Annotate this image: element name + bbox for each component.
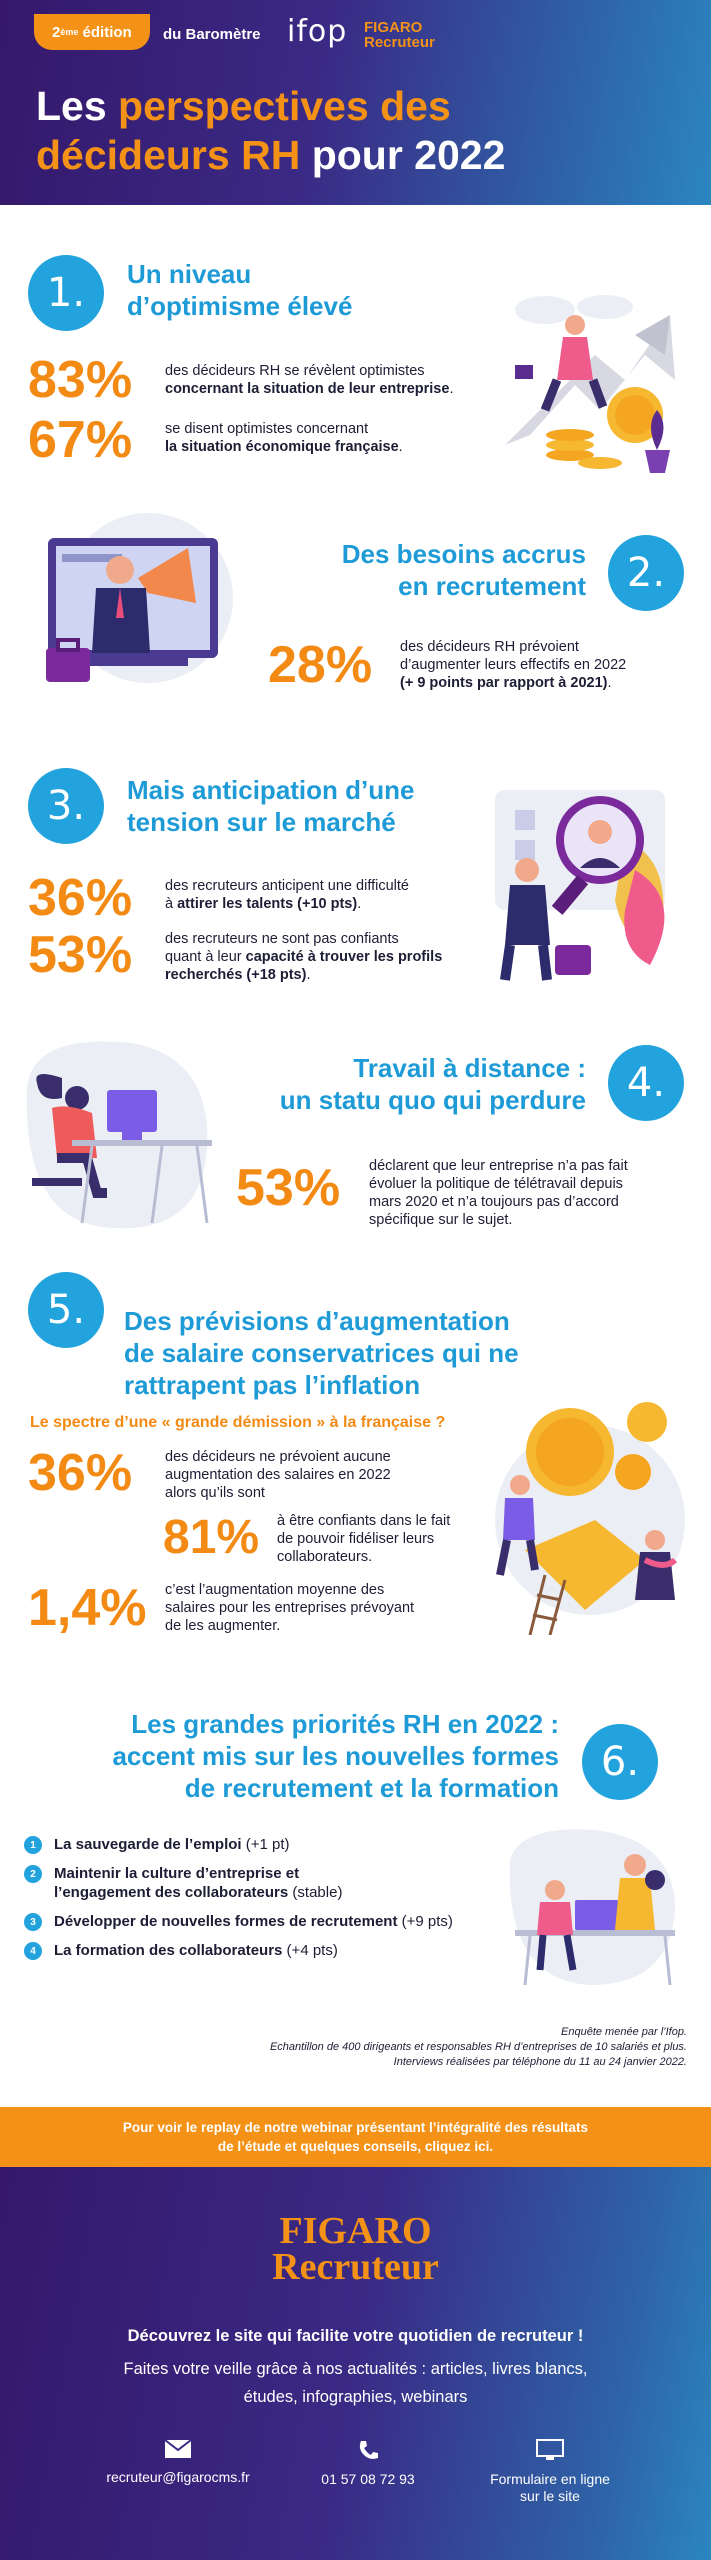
stat-description: [400, 638, 690, 692]
webinar-replay-link[interactable]: [0, 2107, 711, 2167]
form-text: Formulaire en ligne: [490, 2471, 610, 2487]
edition-word: édition: [78, 23, 132, 41]
section-6-number: 6.: [582, 1724, 658, 1800]
figaro-recruteur-footer-logo[interactable]: [0, 2210, 711, 2288]
title-part: Les: [36, 83, 119, 129]
title-line: d’optimisme élevé: [127, 291, 353, 321]
title-line: en recrutement: [398, 571, 586, 601]
title-part: perspectives des: [118, 83, 451, 129]
desc-line: c’est l’augmentation moyenne des: [165, 1582, 385, 1598]
stat-value: 36%: [28, 869, 133, 927]
monitor-icon: [536, 2439, 564, 2461]
title-line: de salaire conservatrices qui ne: [124, 1338, 519, 1368]
desc-line: évoluer la politique de télétravail depuis: [369, 1176, 623, 1192]
item-bold: La formation des collaborateurs: [54, 1942, 283, 1959]
edition-badge: [34, 14, 150, 50]
header: [0, 0, 711, 205]
cta-line: de l’étude et quelques conseils, cliquez ici.: [217, 2139, 494, 2154]
item-rest: (+4 pts): [282, 1942, 338, 1959]
stat-value: 36%: [28, 1444, 133, 1502]
title-part: pour 2022: [300, 132, 506, 178]
title-line: un statu quo qui perdure: [279, 1085, 586, 1115]
phone-contact[interactable]: [268, 2439, 468, 2488]
footer-description: [0, 2355, 711, 2411]
phone-text: 01 57 08 72 93: [321, 2471, 415, 2487]
edition-number: 2: [52, 23, 61, 41]
recruitment-illustration: [38, 508, 238, 708]
item-rest: (+9 pts): [397, 1913, 453, 1930]
title-line: Des besoins accrus: [341, 539, 586, 569]
desc-end: .: [449, 381, 454, 397]
title-line: Mais anticipation d’une: [127, 775, 415, 805]
section-3-title: [127, 774, 414, 838]
desc-line: des recruteurs ne sont pas confiants: [165, 931, 399, 947]
section-4-number: 4.: [608, 1045, 684, 1121]
item-text: [54, 1835, 290, 1854]
desc-line: mars 2020 et n’a toujours pas d’accord: [369, 1194, 619, 1210]
page-title: [36, 82, 505, 180]
survey-note: [270, 2025, 687, 2070]
desc-end: .: [607, 675, 612, 691]
logo-line1: FIGARO: [279, 2210, 432, 2252]
section-5-number: 5.: [28, 1272, 104, 1348]
desc-line: d’augmenter leurs effectifs en 2022: [400, 657, 627, 673]
desc-pre: à: [165, 896, 178, 912]
online-form-contact[interactable]: [450, 2439, 650, 2505]
note-line: Enquête menée par l’Ifop.: [561, 2026, 687, 2038]
section-5-subtitle: Le spectre d’une « grande démission » à la française ?: [30, 1414, 446, 1431]
item-number: 4: [24, 1942, 42, 1960]
desc-line: des recruteurs anticipent une difficulté: [165, 878, 409, 894]
item-number: 1: [24, 1836, 42, 1854]
stat-value: 53%: [236, 1159, 341, 1217]
title-line: Un niveau: [127, 259, 252, 289]
phone-icon: [357, 2439, 379, 2461]
desc-line: salaires pour les entreprises prévoyant: [165, 1600, 415, 1616]
training-illustration: [495, 1820, 685, 1990]
title-line: Des prévisions d’augmentation: [124, 1306, 510, 1336]
logo-line1: FIGARO: [364, 19, 423, 36]
desc-line: des décideurs RH prévoient: [400, 639, 579, 655]
item-text: [54, 1912, 453, 1931]
item-number: 2: [24, 1865, 42, 1883]
stat-value: 28%: [268, 636, 373, 694]
list-item: [24, 1864, 504, 1902]
desc-bold: (+ 9 points par rapport à 2021): [400, 675, 608, 691]
remote-work-illustration: [12, 1028, 217, 1238]
list-item: [24, 1912, 504, 1931]
stat-description: [277, 1512, 487, 1566]
item-bold: Développer de nouvelles formes de recrutement: [54, 1913, 398, 1930]
stat-description: [165, 1581, 475, 1635]
desc-bold: attirer les talents (+10 pts): [177, 896, 358, 912]
item-bold: Maintenir la culture d’entreprise et l’engagement des collaborateurs: [54, 1865, 300, 1901]
section-4-title: [280, 1052, 586, 1116]
desc-bold: la situation économique française: [165, 439, 399, 455]
stat-value: 81%: [163, 1511, 260, 1564]
desc-line: de pouvoir fidéliser leurs: [277, 1531, 435, 1547]
stat-value: 67%: [28, 411, 133, 469]
note-line: Interviews réalisées par téléphone du 11 au 24 janvier 2022.: [393, 2056, 687, 2068]
stat-value: 83%: [28, 351, 133, 409]
footer-headline: Découvrez le site qui facilite votre quotidien de recruteur !: [127, 2327, 584, 2345]
title-part: décideurs RH: [36, 132, 301, 178]
item-rest: (+1 pt): [241, 1836, 290, 1853]
desc-line: augmentation des salaires en 2022: [165, 1467, 391, 1483]
stat-description: [165, 420, 465, 456]
title-line: Travail à distance :: [353, 1053, 586, 1083]
stat-description: [165, 930, 495, 984]
list-item: [24, 1941, 504, 1960]
email-contact[interactable]: [78, 2439, 278, 2486]
desc-line: études, infographies, webinars: [243, 2388, 468, 2406]
salary-illustration: [475, 1400, 690, 1635]
barometre-label: du Baromètre: [163, 26, 261, 43]
note-line: Echantillon de 400 dirigeants et responsables RH d’entreprises de 10 salariés et plus.: [269, 2041, 687, 2053]
title-line: Les grandes priorités RH en 2022 :: [131, 1709, 559, 1739]
desc-line: à être confiants dans le fait: [277, 1513, 451, 1529]
cta-line: Pour voir le replay de notre webinar présentant l’intégralité des résultats: [122, 2120, 589, 2135]
title-line: rattrapent pas l’inflation: [124, 1370, 421, 1400]
section-1-title: [127, 258, 352, 322]
desc-line: se disent optimistes concernant: [165, 421, 369, 437]
desc-line: alors qu’ils sont: [165, 1485, 265, 1501]
envelope-icon: [164, 2439, 192, 2459]
section-2-title: [342, 538, 586, 602]
item-number: 3: [24, 1913, 42, 1931]
item-rest: (stable): [288, 1884, 343, 1901]
optimism-illustration: [485, 285, 685, 485]
desc-bold: recherchés (+18 pts): [165, 967, 307, 983]
title-line: de recrutement et la formation: [184, 1773, 559, 1803]
email-text: recruteur@figarocms.fr: [106, 2469, 250, 2485]
title-line: accent mis sur les nouvelles formes: [112, 1741, 559, 1771]
desc-bold: concernant la situation de leur entreprise: [165, 381, 450, 397]
item-bold: La sauvegarde de l’emploi: [54, 1836, 242, 1853]
item-text: [54, 1864, 384, 1902]
desc-line: des décideurs ne prévoient aucune: [165, 1449, 391, 1465]
desc-line: déclarent que leur entreprise n’a pas fait: [369, 1158, 628, 1174]
stat-description: [165, 1448, 465, 1502]
figaro-recruteur-logo[interactable]: [364, 20, 435, 50]
stat-value: 53%: [28, 926, 133, 984]
ifop-logo: ifop: [287, 14, 348, 49]
desc-line: collaborateurs.: [277, 1549, 373, 1565]
footer: [0, 2167, 711, 2560]
section-1-number: 1.: [28, 255, 104, 331]
priorities-list: [24, 1835, 504, 1970]
stat-description: [369, 1157, 689, 1229]
list-item: [24, 1835, 504, 1854]
section-5-title: [124, 1305, 519, 1401]
desc-line: spécifique sur le sujet.: [369, 1212, 513, 1228]
desc-bold: capacité à trouver les profils: [245, 949, 443, 965]
stat-description: [165, 877, 465, 913]
desc-line: Faites votre veille grâce à nos actualités : articles, livres blancs,: [123, 2360, 588, 2378]
section-2-number: 2.: [608, 535, 684, 611]
form-text: sur le site: [520, 2488, 580, 2504]
section-3-number: 3.: [28, 768, 104, 844]
stat-description: [165, 362, 495, 398]
edition-sup: ème: [60, 27, 79, 37]
title-line: tension sur le marché: [127, 807, 396, 837]
desc-end: .: [306, 967, 311, 983]
desc-end: .: [398, 439, 403, 455]
desc-end: .: [357, 896, 362, 912]
logo-line2: Recruteur: [364, 34, 435, 51]
talent-search-illustration: [475, 780, 685, 990]
desc-pre: quant à leur: [165, 949, 246, 965]
stat-value: 1,4%: [28, 1579, 147, 1637]
item-text: [54, 1941, 338, 1960]
logo-line2: Recruteur: [272, 2246, 439, 2288]
section-6-title: [112, 1708, 559, 1804]
desc-line: des décideurs RH se révèlent optimistes: [165, 363, 425, 379]
desc-line: de les augmenter.: [165, 1618, 281, 1634]
